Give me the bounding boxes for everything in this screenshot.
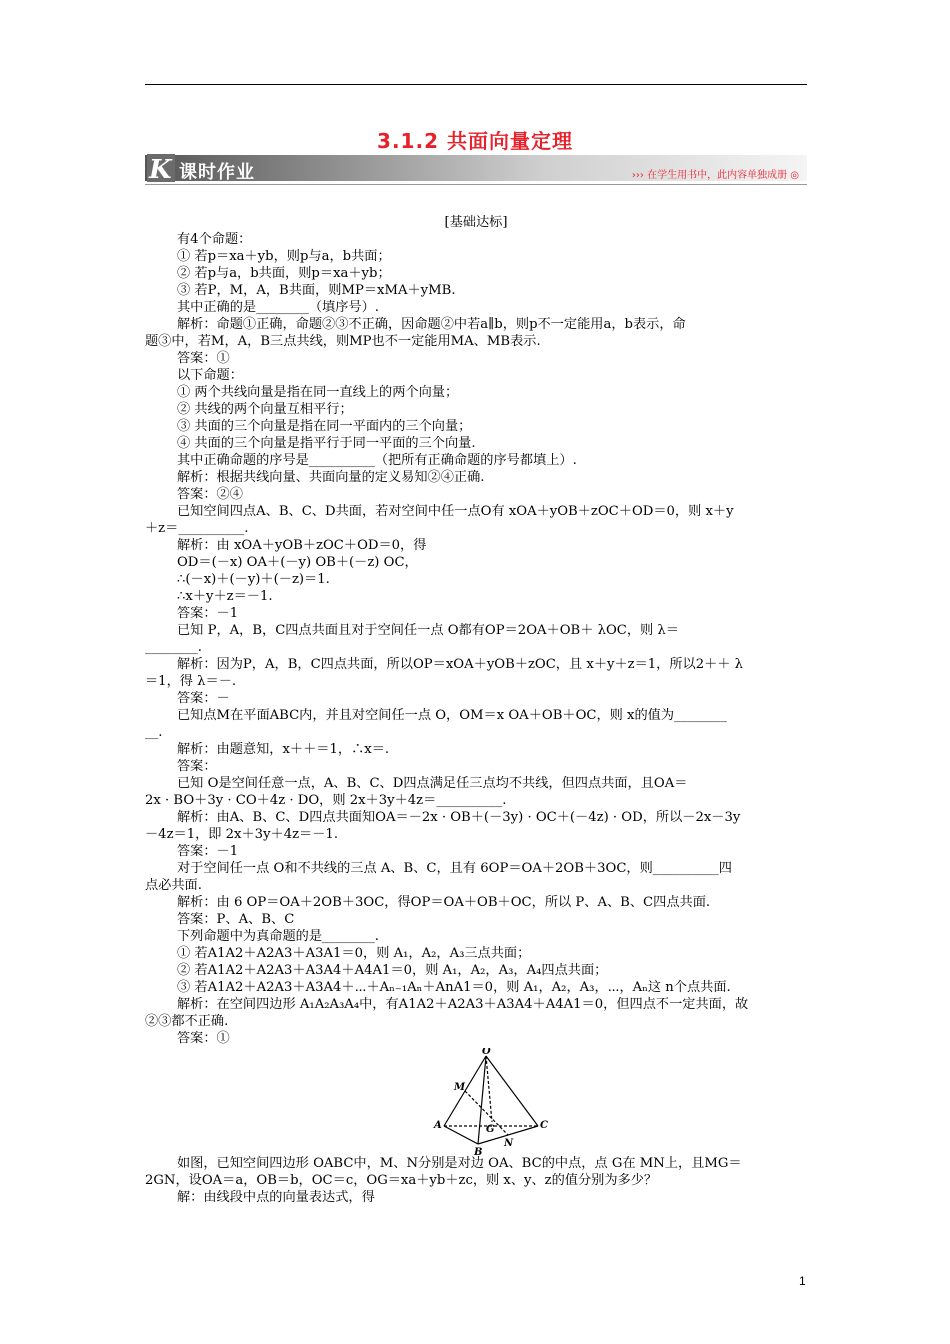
k-logo-icon xyxy=(147,152,177,184)
label-M: M xyxy=(454,1082,466,1093)
section-banner xyxy=(145,152,807,188)
text-line: ③ 共面的三个向量是指在同一平面内的三个向量； xyxy=(177,419,472,434)
text-line: 答案：－ xyxy=(177,691,230,706)
text-line: 其中正确的是________（填序号）. xyxy=(177,300,380,315)
text-line: 解：由线段中点的向量表达式，得 xyxy=(177,1190,375,1205)
text-line: 已知 P，A，B，C四点共面且对于空间任一点 O都有OP＝2OA＋OB＋ λOC，则 λ＝ xyxy=(177,623,679,638)
text-line: ∴(－x)＋(－y)＋(－z)＝1. xyxy=(177,572,330,587)
text-line: 解析：由A、B、C、D四点共面知OA＝－2x · OB＋(－3y) · OC＋(－4z) · OD，所以－2x－3y xyxy=(177,810,741,825)
banner-underline xyxy=(145,184,807,185)
page-title: 3.1.2 共面向量定理 xyxy=(377,129,573,153)
text-line: 对于空间任一点 O和不共线的三点 A、B、C，且有 6OP＝OA＋2OB＋3OC，则__________四 xyxy=(177,861,732,876)
text-line: 其中正确命题的序号是__________（把所有正确命题的序号都填上）. xyxy=(177,453,577,468)
text-line: 答案：－1 xyxy=(177,844,239,859)
label-C: C xyxy=(540,1120,548,1131)
text-line: OD＝(－x) OA＋(－y) OB＋(－z) OC， xyxy=(177,555,418,570)
text-line: 解析：由题意知，x＋＋＝1，∴x＝. xyxy=(177,742,390,757)
text-line: 已知 O是空间任意一点，A、B、C、D四点满足任三点均不共线，但四点共面，且OA＝ xyxy=(177,776,688,791)
text-line: ________. xyxy=(145,640,202,655)
text-line: 以下命题： xyxy=(177,368,243,383)
text-line: 解析：在空间四边形 A₁A₂A₃A₄中，有A1A2＋A2A3＋A3A4＋A4A1＝0，但四点不一定共面，故 xyxy=(177,997,749,1012)
label-B: B xyxy=(474,1147,483,1158)
text-line: 下列命题中为真命题的是________. xyxy=(177,929,380,944)
text-line: ③ 若A1A2＋A2A3＋A3A4＋⋯＋Aₙ₋₁Aₙ＋AnA1＝0，则 A₁，A₂，A₃，⋯，Aₙ这 n个点共面. xyxy=(177,980,731,995)
text-line: 答案：P、A、B、C xyxy=(177,912,295,927)
banner-note: ››› 在学生用书中，此内容单独成册 ◎ xyxy=(631,170,799,181)
text-line: ④ 共面的三个向量是指平行于同一平面的三个向量. xyxy=(177,436,476,451)
label-O: O xyxy=(482,1048,491,1057)
text-line: 答案：① xyxy=(177,351,230,366)
text-line: 已知点M在平面ABC内，并且对空间任一点 O，OM＝x OA＋OB＋OC，则 x的值为________ xyxy=(177,708,727,723)
text-line: 答案：① xyxy=(177,1031,230,1046)
banner-label: 课时作业 xyxy=(179,162,255,183)
text-line: 题③中，若M，A，B三点共线，则MP也不一定能用MA、MB表示. xyxy=(145,334,541,349)
text-line: [基础达标] xyxy=(444,215,508,230)
text-line: 2x · BO＋3y · CO＋4z · DO，则 2x＋3y＋4z＝__________. xyxy=(145,793,507,808)
label-G: G xyxy=(486,1124,495,1135)
text-line: ＋z＝__________. xyxy=(145,521,249,536)
text-line: 解析：由 xOA＋yOB＋zOC＋OD＝0，得 xyxy=(177,538,427,553)
tetrahedron-figure xyxy=(432,1048,552,1158)
text-line: 解析：根据共线向量、共面向量的定义易知②④正确. xyxy=(177,470,485,485)
svg-text:K: K xyxy=(149,155,172,184)
text-line: ① 若A1A2＋A2A3＋A3A1＝0，则 A₁，A₂，A₃三点共面； xyxy=(177,946,531,961)
text-line: 解析：由 6 OP＝OA＋2OB＋3OC，得OP＝OA＋OB＋OC，所以 P、A、B、C四点共面. xyxy=(177,895,711,910)
text-line: ③ 若P，M，A，B共面，则MP＝xMA＋yMB. xyxy=(177,283,456,298)
header-rule xyxy=(145,84,807,85)
text-line: ① 若p＝xa＋yb，则p与a，b共面； xyxy=(177,249,391,264)
exercise-body xyxy=(145,214,807,1047)
text-line: 解析：命题①正确，命题②③不正确，因命题②中若a∥b，则p不一定能用a，b表示，命 xyxy=(177,317,686,332)
text-line: 有4个命题： xyxy=(177,232,252,247)
text-line: 答案：②④ xyxy=(177,487,243,502)
text-line: －4z＝1，即 2x＋3y＋4z＝－1. xyxy=(145,827,339,842)
text-line: 如图，已知空间四边形 OABC中，M、N分别是对边 OA、BC的中点，点 G在 MN上，且MG＝ xyxy=(177,1156,742,1171)
text-line: ② 共线的两个向量互相平行； xyxy=(177,402,353,417)
page-number: 1 xyxy=(799,1274,806,1288)
text-line: ∴x＋y＋z＝－1. xyxy=(177,589,273,604)
text-line: ② 若A1A2＋A2A3＋A3A4＋A4A1＝0，则 A₁，A₂，A₃，A₄四点共面； xyxy=(177,963,608,978)
text-line: 点必共面. xyxy=(145,878,202,893)
label-A: A xyxy=(434,1120,442,1131)
text-line: 答案： xyxy=(177,759,217,774)
text-line: 2GN，设OA＝a，OB＝b，OC＝c，OG＝xa＋yb＋zc，则 x、y、z的值分别为多少？ xyxy=(145,1173,658,1188)
label-N: N xyxy=(504,1138,514,1149)
text-line: ＝1，得 λ＝－. xyxy=(145,674,237,689)
final-question xyxy=(145,1155,807,1206)
text-line: ① 两个共线向量是指在同一直线上的两个向量； xyxy=(177,385,459,400)
text-line: 解析：因为P，A，B，C四点共面，所以OP＝xOA＋yOB＋zOC，且 x＋y＋z＝1，所以2＋＋ λ xyxy=(177,657,744,672)
text-line: 已知空间四点A、B、C、D共面，若对空间中任一点O有 xOA＋yOB＋zOC＋OD＝0，则 x＋y xyxy=(177,504,734,519)
text-line: __. xyxy=(145,725,163,740)
text-line: 答案：－1 xyxy=(177,606,239,621)
text-line: ②③都不正确. xyxy=(145,1014,229,1029)
text-line: ② 若p与a，b共面，则p＝xa＋yb； xyxy=(177,266,391,281)
